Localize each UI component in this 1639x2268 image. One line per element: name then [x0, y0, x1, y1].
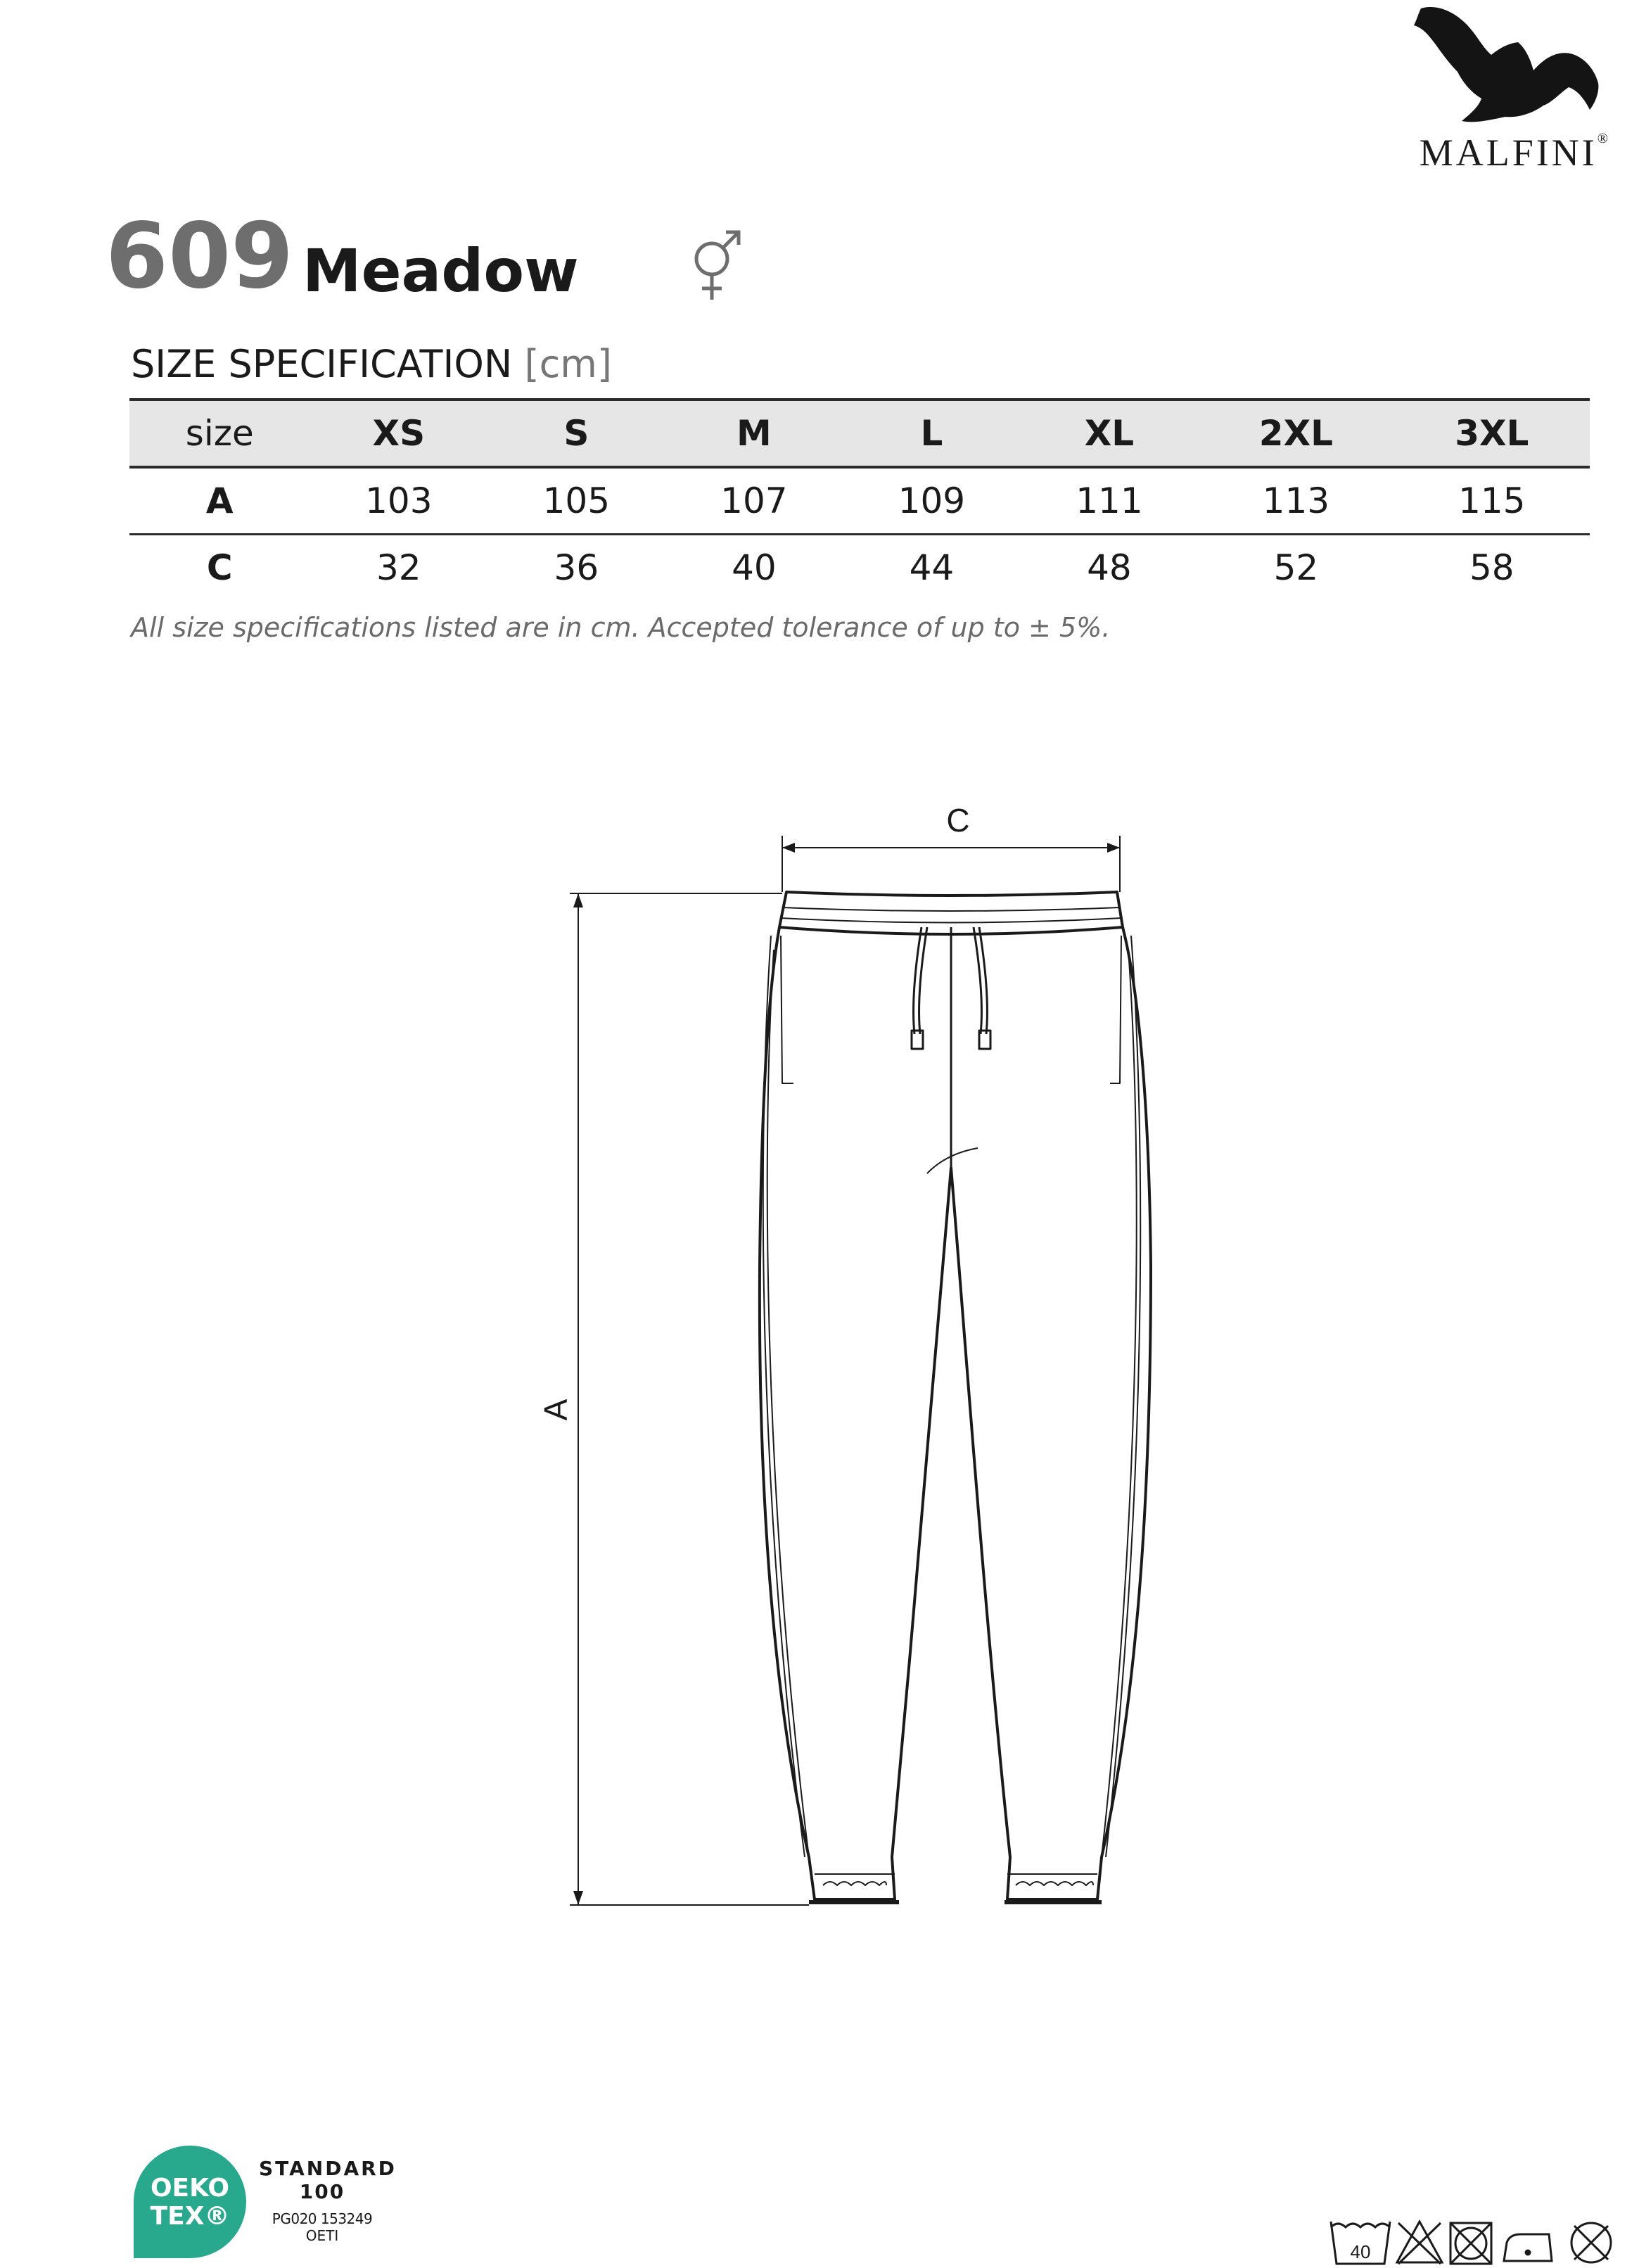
row-label: C: [206, 547, 233, 588]
table-cell: 111: [1076, 480, 1143, 521]
standard-number: 100: [299, 2180, 345, 2203]
table-cell: 105: [542, 480, 611, 521]
oeko-tex-logo: [134, 2146, 246, 2258]
dimension-label-a: A: [537, 1399, 574, 1421]
certification-code: PG020 153249: [272, 2210, 373, 2227]
column-header: M: [736, 413, 772, 454]
column-header: 2XL: [1258, 413, 1333, 454]
iron-low-icon: [1504, 2234, 1552, 2261]
standard-label: STANDARD: [259, 2157, 397, 2180]
model-name: Meadow: [302, 236, 579, 305]
oeko-line-2: TEX®: [150, 2202, 230, 2231]
certification-institute: OETI: [305, 2227, 339, 2244]
dimension-label-c: C: [946, 802, 970, 839]
table-cell: 103: [365, 480, 433, 521]
table-cell: 107: [720, 480, 788, 521]
spec-heading-text: SIZE SPECIFICATION: [131, 342, 513, 386]
model-number: 609: [106, 204, 294, 309]
care-icons: [1328, 2215, 1624, 2268]
column-header: XS: [372, 413, 426, 454]
table-cell: 58: [1469, 547, 1514, 588]
no-tumble-dry-icon: [1450, 2223, 1491, 2264]
table-cell: 113: [1262, 480, 1330, 521]
row-label: A: [205, 480, 234, 521]
certification-text: [259, 2157, 397, 2244]
table-cell: 115: [1458, 480, 1526, 521]
table-cell: 48: [1087, 547, 1132, 588]
column-header: size: [185, 413, 254, 454]
brand-name: MALFINI®: [1419, 131, 1611, 174]
table-cell: 36: [554, 547, 599, 588]
no-dry-clean-icon: [1571, 2223, 1611, 2262]
table-cell: 52: [1273, 547, 1319, 588]
spec-unit: [cm]: [524, 342, 612, 386]
table-cell: 40: [732, 547, 777, 588]
table-cell: 109: [898, 480, 966, 521]
column-header: L: [920, 413, 943, 454]
oeko-line-1: OEKO: [150, 2174, 230, 2203]
tolerance-note: All size specifications listed are in cm. Accepted tolerance of up to ± 5%.: [131, 612, 1111, 643]
wash-40-icon: [1331, 2222, 1390, 2264]
svg-text:40: 40: [1350, 2241, 1371, 2262]
no-bleach-icon: [1397, 2222, 1442, 2264]
table-cell: 32: [376, 547, 421, 588]
column-header: XL: [1084, 413, 1135, 454]
pants-outline: [760, 927, 1151, 1899]
table-cell: 44: [909, 547, 955, 588]
column-header: 3XL: [1455, 413, 1529, 454]
column-header: S: [563, 413, 589, 454]
